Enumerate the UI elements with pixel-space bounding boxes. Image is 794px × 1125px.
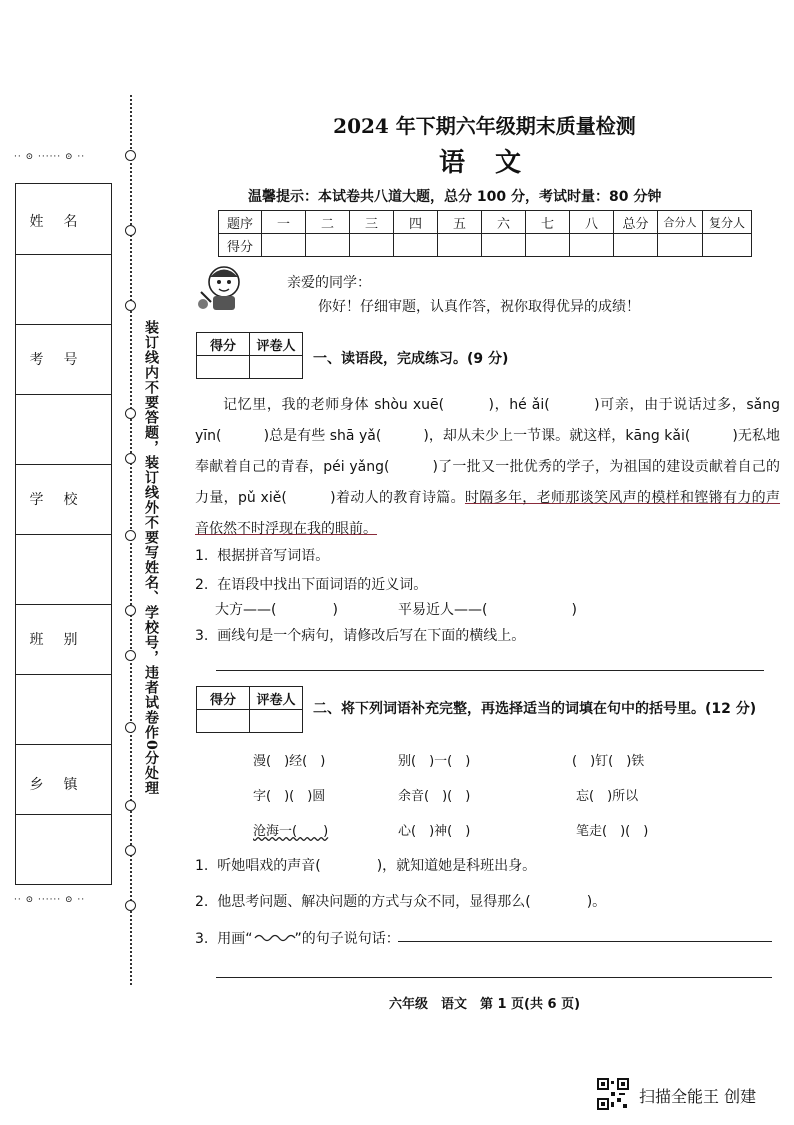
score-cell[interactable] <box>306 234 350 257</box>
town-label: 乡镇 <box>29 777 98 793</box>
binding-hole-icon <box>125 800 136 811</box>
grader-reviewer-label: 评卷人 <box>250 687 303 710</box>
idiom-fill[interactable]: 笔走( )( ) <box>576 824 649 839</box>
score-cell[interactable] <box>350 234 394 257</box>
score-cell[interactable] <box>394 234 438 257</box>
school-label: 学校 <box>29 492 98 508</box>
score-header-cell: 复分人 <box>703 211 752 234</box>
s1-question-2: 2. 在语段中找出下面词语的近义词。 <box>195 577 428 593</box>
wavy-line-icon <box>253 933 297 943</box>
underlined-sentence: 时隔多年，老师那谈笑风声的模样和铿锵有力的声音依然不时浮现在我的眼前。 <box>195 490 781 537</box>
s2-question-2: 2. 他思考问题、解决问题的方式与众不同，显得那么( )。 <box>195 894 607 910</box>
binding-bottom-dots: ·· ⊙ ······ ⊙ ·· <box>14 895 86 905</box>
exam-tip: 温馨提示：本试卷共八道大题，总分 100 分，考试时量：80 分钟 <box>248 189 662 205</box>
binding-hole-icon <box>125 530 136 541</box>
grader-score-cell[interactable] <box>197 710 250 733</box>
info-divider <box>16 534 111 535</box>
idiom-fill[interactable]: 余音( )( ) <box>398 789 471 804</box>
score-cell[interactable] <box>482 234 526 257</box>
section2-title: 二、将下列词语补充完整，再选择适当的词填在句中的括号里。(12 分) <box>313 701 757 717</box>
binding-hole-icon <box>125 453 136 464</box>
binding-hole-icon <box>125 845 136 856</box>
info-divider <box>16 254 111 255</box>
binding-top-dots: ·· ⊙ ······ ⊙ ·· <box>14 152 86 162</box>
class-label: 班别 <box>29 632 98 648</box>
greeting-line1: 亲爱的同学： <box>287 275 371 291</box>
binding-hole-icon <box>125 722 136 733</box>
mascot-icon <box>195 262 253 312</box>
idiom-fill[interactable]: 别( )一( ) <box>398 754 471 769</box>
score-cell[interactable] <box>262 234 306 257</box>
grader-reviewer-label: 评卷人 <box>250 333 303 356</box>
info-divider <box>16 604 111 605</box>
score-header-cell: 六 <box>482 211 526 234</box>
score-cell[interactable] <box>658 234 703 257</box>
s1-question-3: 3. 画线句是一个病句，请修改后写在下面的横线上。 <box>195 628 526 644</box>
answer-line[interactable] <box>216 977 772 978</box>
score-header-cell: 题序 <box>219 211 262 234</box>
s1-question-2b: 平易近人——( ) <box>398 602 577 618</box>
binding-hole-icon <box>125 650 136 661</box>
idiom-fill-wavy[interactable]: 沧海一( ) <box>253 824 329 839</box>
score-cell[interactable] <box>526 234 570 257</box>
score-table <box>218 210 752 257</box>
score-cell[interactable] <box>438 234 482 257</box>
info-divider <box>16 744 111 745</box>
score-header-cell: 一 <box>262 211 306 234</box>
section1-title: 一、读语段，完成练习。(9 分) <box>313 351 509 367</box>
grader-box-1 <box>196 332 303 379</box>
exam-title: 2024 年下期六年级期末质量检测 <box>333 114 636 138</box>
binding-hole-icon <box>125 408 136 419</box>
score-header-cell: 三 <box>350 211 394 234</box>
score-cell[interactable] <box>570 234 614 257</box>
score-cell[interactable] <box>703 234 752 257</box>
paragraph-text: 记忆里，我的老师身体 shòu xuē( )，hé ǎi( )可亲，由于说话过多，sǎng yīn( )总是有些 shā yǎ( )，却从未少上一节课。就这样，kāng kǎi( )无私地奉献着自己的青春，péi yǎng( )了一批又一批优秀的学子，为祖国的建设贡献着自己的力量，pǔ xiě( )着动人的教育诗篇。 <box>195 397 780 506</box>
binding-hole-icon <box>125 605 136 616</box>
binding-hole-icon <box>125 225 136 236</box>
s1-question-2a: 大方——( ) <box>215 602 338 618</box>
subject-title: 语文 <box>438 148 551 178</box>
idiom-fill[interactable]: 心( )神( ) <box>398 824 471 839</box>
idiom-fill[interactable]: ( )钉( )铁 <box>572 754 645 769</box>
info-divider <box>16 814 111 815</box>
grader-reviewer-cell[interactable] <box>250 356 303 379</box>
exam-number-label: 考号 <box>29 352 98 368</box>
scanner-watermark: 扫描全能王 创建 <box>639 1087 757 1106</box>
s2-question-3: 3. 用画“ ”的句子说句话： <box>195 931 400 947</box>
binding-hole-icon <box>125 300 136 311</box>
binding-hole-icon <box>125 150 136 161</box>
grader-score-cell[interactable] <box>197 356 250 379</box>
answer-line[interactable] <box>398 941 772 942</box>
info-divider <box>16 674 111 675</box>
s1-question-1: 1. 根据拼音写词语。 <box>195 548 330 564</box>
page-footer: 六年级 语文 第 1 页(共 6 页) <box>388 997 581 1012</box>
student-info-box <box>15 183 112 885</box>
binding-warning: 装订线内不要答题，装订线外不要写姓名、学校号，违者试卷作0分处理 <box>143 320 159 796</box>
info-divider <box>16 324 111 325</box>
grader-reviewer-cell[interactable] <box>250 710 303 733</box>
score-header-cell: 七 <box>526 211 570 234</box>
info-divider <box>16 394 111 395</box>
answer-line[interactable] <box>216 670 764 671</box>
section1-paragraph <box>195 390 780 545</box>
idiom-fill[interactable]: 字( )( )圆 <box>253 789 326 804</box>
idiom-fill[interactable]: 漫( )经( ) <box>253 754 326 769</box>
score-header-cell: 四 <box>394 211 438 234</box>
binding-hole-icon <box>125 900 136 911</box>
score-header-cell: 五 <box>438 211 482 234</box>
grader-score-label: 得分 <box>197 687 250 710</box>
score-row-label: 得分 <box>219 234 262 257</box>
grader-score-label: 得分 <box>197 333 250 356</box>
name-label: 姓名 <box>29 214 98 230</box>
score-cell[interactable] <box>614 234 658 257</box>
score-header-cell: 总分 <box>614 211 658 234</box>
info-divider <box>16 464 111 465</box>
s2-question-1: 1. 听她唱戏的声音( )，就知道她是科班出身。 <box>195 858 537 874</box>
score-header-cell: 合分人 <box>658 211 703 234</box>
greeting-line2: 你好！仔细审题，认真作答，祝你取得优异的成绩！ <box>318 299 640 315</box>
grader-box-2 <box>196 686 303 733</box>
score-header-cell: 八 <box>570 211 614 234</box>
qr-code-icon <box>597 1078 629 1110</box>
idiom-fill[interactable]: 忘( )所以 <box>576 789 639 804</box>
score-header-cell: 二 <box>306 211 350 234</box>
